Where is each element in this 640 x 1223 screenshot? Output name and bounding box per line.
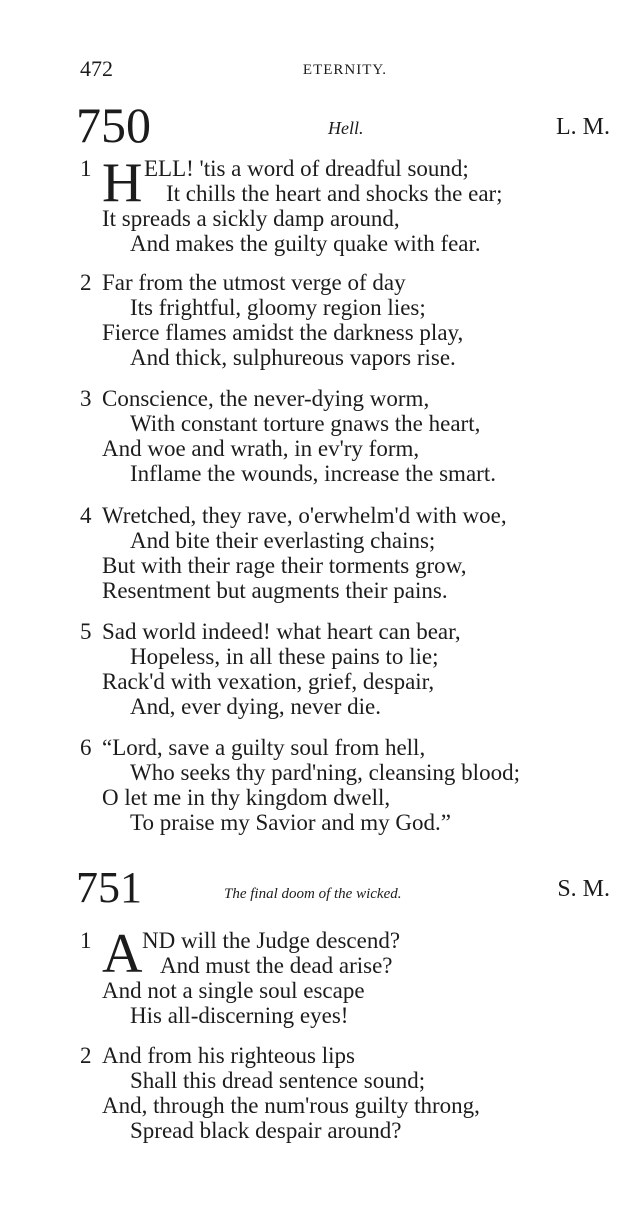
stanza-750-6: [80, 735, 620, 835]
verse-line: And, through the num'rous guilty throng,: [102, 1093, 480, 1118]
verse-line: Shall this dread sentence sound;: [130, 1068, 426, 1093]
verse-line: Its frightful, gloomy region lies;: [130, 295, 426, 320]
verse-line: Fierce flames amidst the darkness play,: [102, 320, 464, 345]
verse-line: And not a single soul escape: [102, 978, 365, 1003]
verse-line: Sad world indeed! what heart can bear,: [102, 619, 461, 644]
verse-line: Wretched, they rave, o'erwhelm'd with woe,: [102, 503, 507, 528]
verse-line: And must the dead arise?: [160, 953, 393, 978]
stanza-number: 5: [80, 619, 92, 644]
verse-line: And, ever dying, never die.: [130, 694, 382, 719]
verse-line: Who seeks thy pard'ning, cleansing blood;: [130, 760, 520, 785]
verse-line: Spread black despair around?: [130, 1118, 402, 1143]
verse-line: And makes the guilty quake with fear.: [130, 231, 481, 256]
verse-line: ELL! 'tis a word of dreadful sound;: [144, 156, 469, 181]
drop-cap: A: [102, 923, 143, 985]
stanza-number: 4: [80, 503, 92, 528]
running-head: [80, 56, 610, 84]
verse-line: Conscience, the never-dying worm,: [102, 386, 430, 411]
stanza-number: 1: [80, 156, 92, 181]
stanza-751-2: [80, 1043, 620, 1143]
verse-line: And bite their everlasting chains;: [130, 528, 436, 553]
verse-line: “Lord, save a guilty soul from hell,: [102, 735, 426, 760]
stanza-number: 2: [80, 1043, 92, 1068]
stanza-750-1: [80, 152, 620, 256]
verse-line: It spreads a sickly damp around,: [102, 206, 400, 231]
hymn-subject: The final doom of the wicked.: [224, 886, 402, 902]
hymn-number: 750: [76, 97, 151, 153]
verse-line: Hopeless, in all these pains to lie;: [130, 644, 439, 669]
stanza-751-1: [80, 923, 620, 1028]
verse-line: Far from the utmost verge of day: [102, 270, 406, 295]
stanza-number: 2: [80, 270, 92, 295]
verse-line: And from his righteous lips: [102, 1043, 355, 1068]
verse-line: And woe and wrath, in ev'ry form,: [102, 436, 420, 461]
verse-line: His all-discerning eyes!: [130, 1003, 349, 1028]
verse-line: To praise my Savior and my God.”: [130, 810, 451, 835]
stanza-750-2: [80, 270, 620, 370]
verse-line: With constant torture gnaws the heart,: [130, 411, 481, 436]
drop-cap: H: [102, 152, 143, 214]
hymn-750-header: [76, 97, 610, 153]
verse-line: O let me in thy kingdom dwell,: [102, 785, 391, 810]
page-number: 472: [80, 56, 113, 81]
stanza-750-5: [80, 619, 620, 719]
hymn-meter: L. M.: [556, 114, 610, 140]
stanza-number: 3: [80, 386, 92, 411]
stanza-number: 1: [80, 928, 92, 953]
hymn-subject: Hell.: [328, 118, 364, 138]
verse-line: Rack'd with vexation, grief, despair,: [102, 669, 435, 694]
verse-line: Resentment but augments their pains.: [102, 578, 448, 603]
stanza-750-4: [80, 503, 620, 603]
verse-line: It chills the heart and shocks the ear;: [166, 181, 503, 206]
verse-line: Inflame the wounds, increase the smart.: [130, 461, 496, 486]
hymn-751-header: [76, 863, 610, 912]
stanza-number: 6: [80, 735, 92, 760]
verse-line: ND will the Judge descend?: [142, 928, 401, 953]
stanza-750-3: [80, 386, 620, 486]
hymn-number: 751: [76, 863, 142, 912]
verse-line: And thick, sulphureous vapors rise.: [130, 345, 456, 370]
running-title: ETERNITY.: [302, 62, 388, 78]
verse-line: But with their rage their torments grow,: [102, 553, 467, 578]
hymn-meter: S. M.: [557, 876, 610, 902]
